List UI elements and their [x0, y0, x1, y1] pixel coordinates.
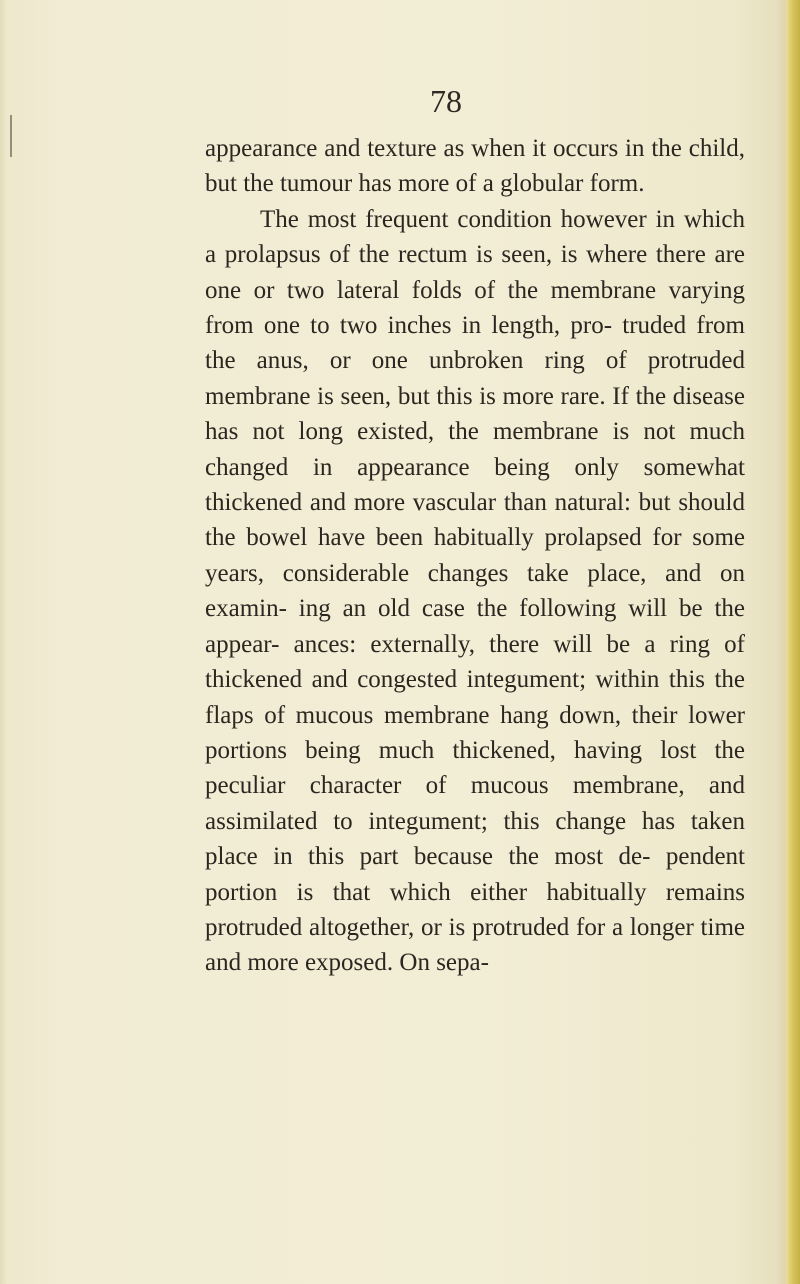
- margin-mark: [10, 115, 12, 157]
- page-left-edge: [0, 0, 6, 1284]
- paragraph-continued: appearance and texture as when it occurs in the child, but the tumour has more of a globular form.: [205, 135, 745, 198]
- page-right-edge: [786, 0, 800, 1284]
- body-text: [205, 131, 745, 981]
- page-number: 78: [430, 83, 462, 119]
- paragraph-main: The most frequent condition however in which a prolapsus of the rectum is seen, is where there are one or two lateral folds of the membrane varying from one to two inches in length, pro- truded from the anus, or one unbroken ring of protruded membrane is seen, but this is more rare. If the disease has not long existed, the membrane is not much changed in appearance being only somewhat thickened and more vascular than natural: but should the bowel have been habitually prolapsed for some years, considerable changes take place, and on examin- ing an old case the following will be the appear- ances: externally, there will be a ring of thickened and congested integument; within this the flaps of mucous membrane hang down, their lower portions being much thickened, having lost the peculiar character of mucous membrane, and assimilated to integument; this change has taken place in this part because the most de- pendent portion is that which either habitually remains protruded altogether, or is protruded for a longer time and more exposed. On sepa-: [205, 205, 745, 977]
